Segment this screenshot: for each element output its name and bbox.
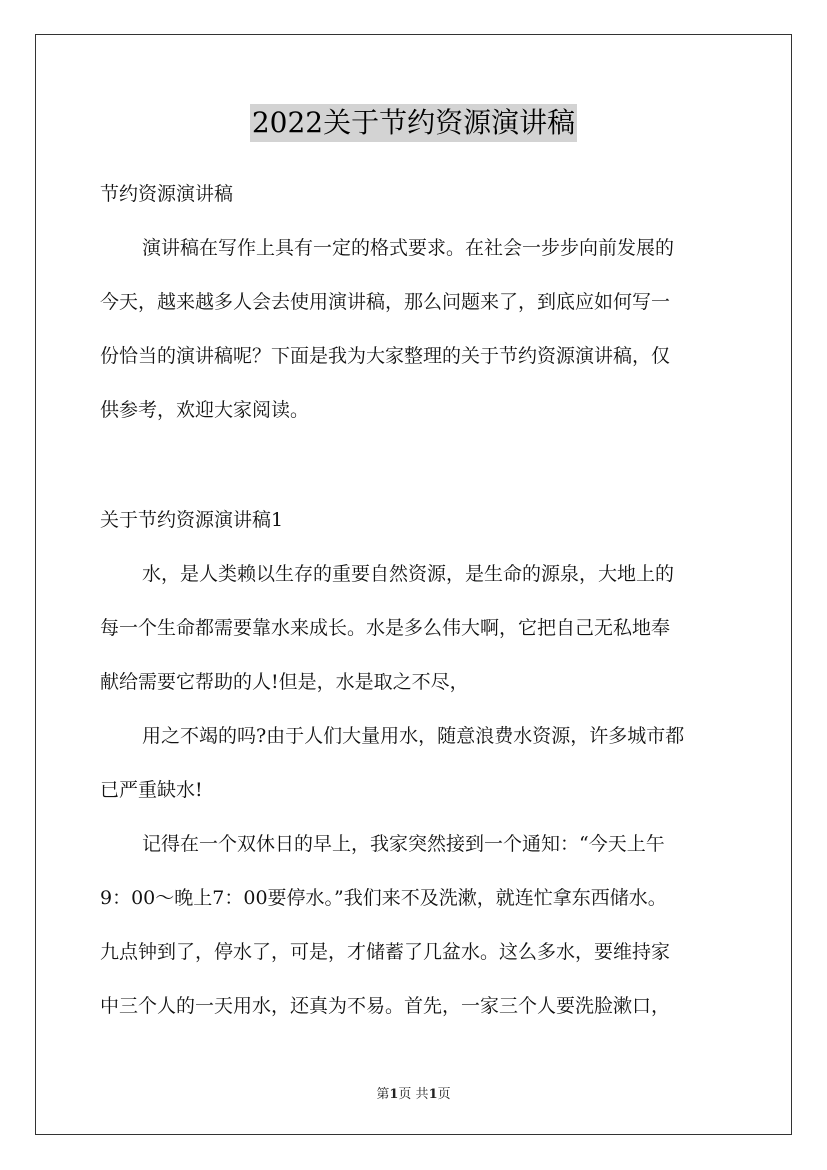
paragraph-line: 九点钟到了，停水了，可是，才储蓄了几盆水。这么多水，要维持家 xyxy=(100,941,671,963)
paragraph-line: 份恰当的演讲稿呢？下面是我为大家整理的关于节约资源演讲稿，仅 xyxy=(100,345,671,367)
page-prefix: 第 xyxy=(376,1087,390,1102)
paragraph-line: 今天，越来越多人会去使用演讲稿，那么问题来了，到底应如何写一 xyxy=(100,291,671,313)
page-suffix: 页 xyxy=(437,1087,451,1102)
page-footer xyxy=(0,1083,827,1102)
paragraph-line: 献给需要它帮助的人!但是，水是取之不尽， xyxy=(100,671,469,693)
paragraph-line: 9：00～晚上7：00要停水。”我们来不及洗漱，就连忙拿东西储水。 xyxy=(100,887,667,909)
total-pages: 1 xyxy=(428,1087,438,1102)
paragraph-line: 记得在一个双休日的早上，我家突然接到一个通知：“今天上午 xyxy=(142,833,665,855)
paragraph-line: 水，是人类赖以生存的重要自然资源，是生命的源泉，大地上的 xyxy=(142,563,675,585)
document-title: 2022关于节约资源演讲稿 xyxy=(250,104,577,142)
paragraph-line: 演讲稿在写作上具有一定的格式要求。在社会一步步向前发展的 xyxy=(142,237,675,259)
paragraph-line: 已严重缺水! xyxy=(100,779,203,801)
page-number: 1 xyxy=(389,1087,399,1102)
paragraph-line: 用之不竭的吗?由于人们大量用水，随意浪费水资源，许多城市都 xyxy=(142,725,685,747)
paragraph-line: 每一个生命都需要靠水来成长。水是多么伟大啊，它把自己无私地奉 xyxy=(100,617,671,639)
paragraph-line: 中三个人的一天用水，还真为不易。首先，一家三个人要洗脸漱口， xyxy=(100,995,671,1017)
section-heading: 关于节约资源演讲稿1 xyxy=(100,509,284,531)
page-mid: 页 共 xyxy=(398,1087,429,1102)
document-title-wrap xyxy=(0,104,827,142)
section-heading: 节约资源演讲稿 xyxy=(100,183,234,205)
paragraph-line: 供参考，欢迎大家阅读。 xyxy=(100,399,310,421)
